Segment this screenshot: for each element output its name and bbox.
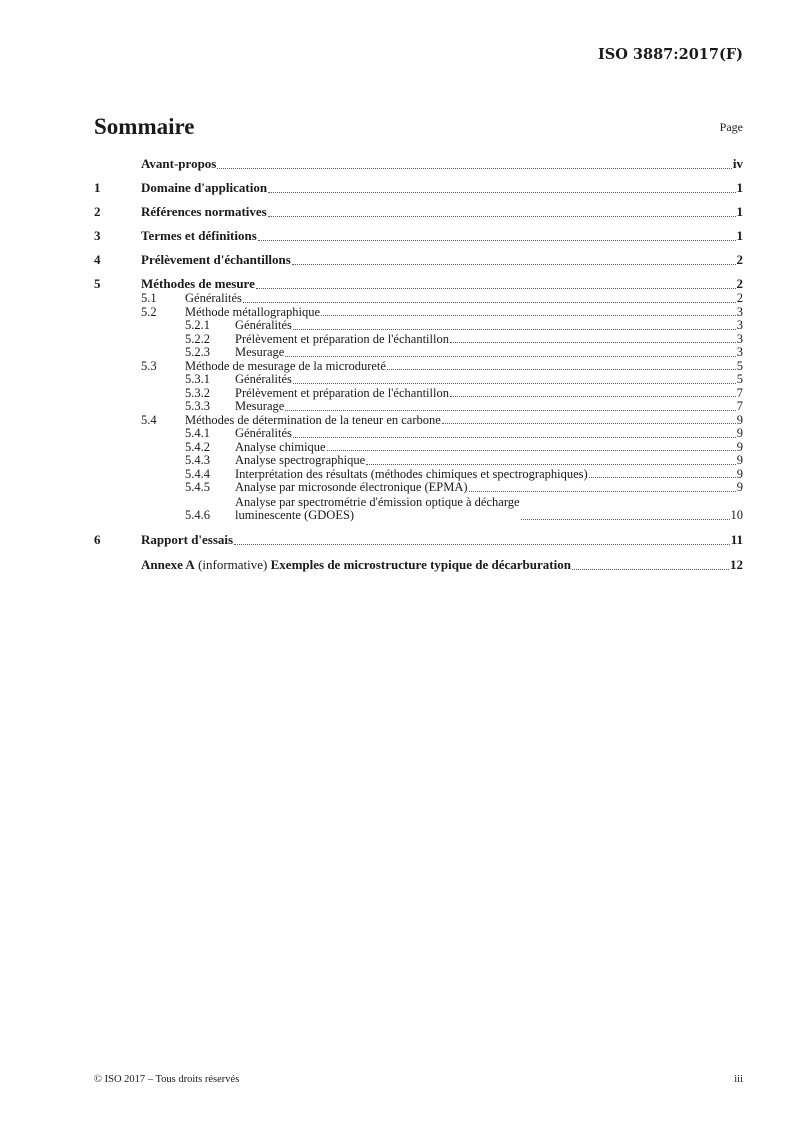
toc-entry-page: 9 xyxy=(736,412,743,427)
toc-entry-page: 7 xyxy=(736,385,743,400)
dot-leader xyxy=(572,569,729,570)
toc-entry-number: 5 xyxy=(94,276,101,291)
toc-entry-number: 5.2.3 xyxy=(185,345,210,359)
toc-entry-title-text: Prélèvement d'échantillons xyxy=(141,252,291,267)
toc-entry-title xyxy=(235,400,284,414)
dot-leader xyxy=(321,315,736,316)
toc-entry-page: 1 xyxy=(736,180,743,195)
dot-leader xyxy=(387,369,736,370)
toc-entry[interactable] xyxy=(94,468,743,482)
toc-entry-title xyxy=(141,228,257,244)
toc-entry-title-text: Analyse par spectrométrie d'émission optique à décharge xyxy=(235,494,520,509)
toc-entry-page: 10 xyxy=(730,508,743,522)
toc-entry-title xyxy=(235,481,468,495)
toc-entry-title-text: Mesurage xyxy=(235,345,285,359)
toc-entry-title xyxy=(235,496,520,523)
toc-entry[interactable] xyxy=(94,496,743,523)
toc-entry-page: 1 xyxy=(736,228,743,243)
toc-entry-title-text: Interprétation des résultats (méthodes chimiques et spectrographiques) xyxy=(235,466,588,481)
toc-entry-number: 5.4 xyxy=(141,412,157,427)
dot-leader xyxy=(293,437,736,438)
toc-entry-title xyxy=(235,346,284,360)
toc-entry-page: 3 xyxy=(736,318,743,332)
toc-entry-title-text: Avant-propos xyxy=(141,156,217,171)
toc-entry-number: 5.2 xyxy=(141,304,157,319)
toc-entry-page: 9 xyxy=(736,426,743,440)
toc-entry[interactable] xyxy=(94,204,743,220)
toc-entry-number: 3 xyxy=(94,228,101,243)
dot-leader xyxy=(450,342,736,343)
toc-entry-number: 6 xyxy=(94,531,101,547)
toc-entry-page: 3 xyxy=(736,345,743,359)
dot-leader xyxy=(521,519,730,520)
toc-entry[interactable] xyxy=(94,276,743,292)
toc-entry-title xyxy=(141,557,571,573)
toc-entry-title xyxy=(141,156,216,172)
toc-entry[interactable] xyxy=(94,306,743,320)
toc-entry-number: 4 xyxy=(94,252,101,267)
toc-entry[interactable] xyxy=(94,557,743,573)
toc-entry[interactable] xyxy=(94,360,743,374)
toc-entry-title-text: Prélèvement et préparation de l'échantillon xyxy=(235,385,449,400)
toc-entry-page: 9 xyxy=(736,439,743,454)
toc-entry[interactable] xyxy=(94,414,743,428)
toc-entry[interactable] xyxy=(94,292,743,306)
toc-entry-page: 2 xyxy=(736,276,743,291)
toc-entry-number: 5.4.2 xyxy=(185,439,210,454)
toc-entry-title xyxy=(185,360,386,374)
toc-entry-title-text: Méthode métallographique xyxy=(185,304,321,319)
toc-entry-title xyxy=(141,252,291,268)
toc-entry-page: 9 xyxy=(736,453,743,467)
toc-entry-title xyxy=(185,292,242,306)
toc-title: Sommaire xyxy=(94,114,195,139)
toc-entry[interactable] xyxy=(94,387,743,401)
toc-entry-page: 5 xyxy=(736,372,743,386)
toc-entry-title xyxy=(235,333,449,347)
dot-leader xyxy=(243,302,736,303)
toc-entry-title-text: Généralités xyxy=(235,426,292,440)
toc-entry[interactable] xyxy=(94,373,743,387)
toc-entry-title-text: Mesurage xyxy=(235,399,285,413)
dot-leader xyxy=(268,192,735,193)
toc-entry-title-text: Analyse par microsonde électronique (EPMA) xyxy=(235,480,468,494)
toc-entry-title-text: Rapport d'essais xyxy=(141,531,234,547)
dot-leader xyxy=(589,477,736,478)
toc-entry-title-text: Références normatives xyxy=(141,204,267,219)
dot-leader xyxy=(268,216,736,217)
toc-entry-number: 5.2.2 xyxy=(185,331,210,346)
toc-entry[interactable] xyxy=(94,441,743,455)
toc-entry-title-text: Analyse spectrographique xyxy=(235,453,366,467)
toc-entry-title-text: Généralités xyxy=(235,318,292,332)
toc-entry-number: 5.1 xyxy=(141,291,157,305)
toc-entry[interactable] xyxy=(94,156,743,172)
dot-leader xyxy=(293,383,736,384)
toc-entry-title-text: Généralités xyxy=(235,372,292,386)
toc-entry-page: 9 xyxy=(736,480,743,494)
toc-entry-number: 5.4.5 xyxy=(185,480,210,494)
dot-leader xyxy=(327,450,736,451)
toc-entry[interactable] xyxy=(94,252,743,268)
toc-entry-page: 5 xyxy=(736,358,743,373)
toc-entry[interactable] xyxy=(94,400,743,414)
dot-leader xyxy=(217,168,732,169)
toc-entry-number: 5.3.3 xyxy=(185,399,210,413)
toc-entry[interactable] xyxy=(94,333,743,347)
document-code: ISO 3887:2017(F) xyxy=(597,46,743,63)
toc-entry-title xyxy=(185,306,320,320)
toc-entry-number: 2 xyxy=(94,204,101,219)
toc-entry-number: 5.3 xyxy=(141,358,157,373)
dot-leader xyxy=(469,491,736,492)
toc-entry-title-text: Méthode de mesurage de la microdureté xyxy=(185,358,386,373)
dot-leader xyxy=(292,264,736,265)
toc-entry-title-line2: luminescente (GDOES) xyxy=(235,508,355,522)
dot-leader xyxy=(256,288,736,289)
toc-entry[interactable] xyxy=(94,481,743,495)
toc-entry-annex-qualifier: (informative) xyxy=(194,556,271,572)
toc-entry-title xyxy=(185,414,441,428)
toc-entry[interactable] xyxy=(94,228,743,244)
toc-entry-title xyxy=(141,276,255,292)
toc-entry-page: 11 xyxy=(730,531,743,547)
toc-entry-title xyxy=(235,427,292,441)
toc-entry-title xyxy=(235,454,365,468)
footer-copyright: © ISO 2017 – Tous droits réservés xyxy=(94,1074,240,1085)
toc-entry[interactable] xyxy=(94,454,743,468)
toc-entry-number: 5.4.4 xyxy=(185,466,210,481)
toc-entry-title-text: Méthodes de mesure xyxy=(141,276,255,291)
table-of-contents xyxy=(94,156,743,573)
dot-leader xyxy=(366,464,736,465)
dot-leader xyxy=(293,329,736,330)
toc-entry-title xyxy=(235,387,449,401)
toc-entry-page: 2 xyxy=(736,252,743,267)
toc-entry-title-text: Annexe A xyxy=(141,556,195,572)
toc-entry[interactable] xyxy=(94,319,743,333)
toc-entry-title-text: Prélèvement et préparation de l'échantillon xyxy=(235,331,449,346)
dot-leader xyxy=(285,410,735,411)
toc-entry-title-text: Analyse chimique xyxy=(235,439,326,454)
toc-entry[interactable] xyxy=(94,532,743,548)
dot-leader xyxy=(234,544,730,545)
toc-entry-page: 7 xyxy=(736,399,743,413)
toc-entry-number: 5.3.1 xyxy=(185,372,210,386)
toc-entry-page: 12 xyxy=(730,556,743,572)
toc-entry-title xyxy=(235,319,292,333)
toc-entry-title xyxy=(235,373,292,387)
toc-entry-page: 1 xyxy=(736,204,743,219)
footer-page-number: iii xyxy=(734,1074,743,1085)
toc-entry-number: 5.4.1 xyxy=(185,426,210,440)
toc-entry-title-text: Généralités xyxy=(185,291,242,305)
dot-leader xyxy=(442,423,736,424)
toc-entry-page: 9 xyxy=(736,466,743,481)
toc-entry-number: 5.2.1 xyxy=(185,318,210,332)
toc-entry-page: 3 xyxy=(736,331,743,346)
dot-leader xyxy=(285,356,735,357)
toc-entry-number: 5.4.6 xyxy=(185,508,210,522)
toc-entry-number: 1 xyxy=(94,180,101,195)
toc-entry-title xyxy=(235,468,588,482)
dot-leader xyxy=(450,396,736,397)
page-column-label: Page xyxy=(719,120,743,134)
toc-entry-title xyxy=(141,532,233,548)
toc-entry-title-text: Termes et définitions xyxy=(141,228,257,243)
dot-leader xyxy=(258,240,736,241)
toc-entry-number: 5.3.2 xyxy=(185,385,210,400)
toc-entry[interactable] xyxy=(94,180,743,196)
toc-entry-page: 3 xyxy=(736,304,743,319)
toc-entry-title-text: Méthodes de détermination de la teneur en carbone xyxy=(185,412,441,427)
toc-entry-title xyxy=(141,204,267,220)
toc-entry[interactable] xyxy=(94,346,743,360)
toc-entry-title xyxy=(235,441,326,455)
toc-entry-page: iv xyxy=(732,156,743,171)
toc-entry-annex-title: Exemples de microstructure typique de décarburation xyxy=(270,556,571,572)
toc-entry-title-text: Domaine d'application xyxy=(141,180,268,195)
toc-entry-page: 2 xyxy=(736,291,743,305)
toc-entry[interactable] xyxy=(94,427,743,441)
toc-entry-title xyxy=(141,180,267,196)
toc-entry-number: 5.4.3 xyxy=(185,453,210,467)
